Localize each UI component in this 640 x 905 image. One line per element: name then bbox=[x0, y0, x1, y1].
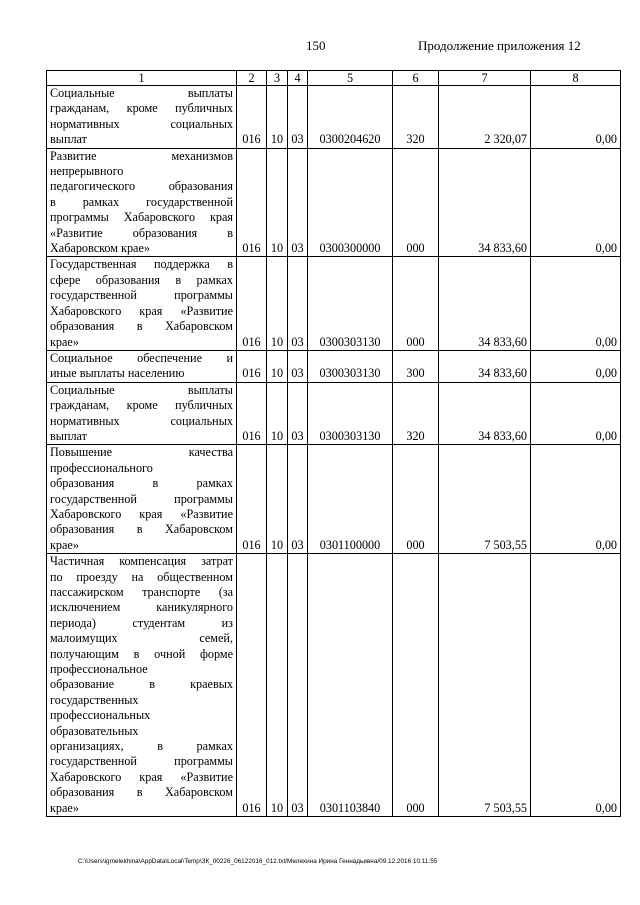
section-cell: 10 bbox=[267, 445, 288, 554]
row-name-line: государственной программы bbox=[50, 288, 233, 303]
code-cell: 016 bbox=[237, 257, 267, 350]
code-cell: 016 bbox=[237, 445, 267, 554]
target-article-cell: 0300204620 bbox=[308, 86, 393, 149]
subsection-cell: 03 bbox=[288, 350, 308, 382]
row-name-line: профессиональных bbox=[50, 708, 151, 723]
row-name-line: государственных bbox=[50, 692, 139, 707]
row-name-line: выплат bbox=[50, 428, 87, 443]
row-name-line: малоимущих семей, bbox=[50, 631, 233, 646]
row-name-line: Государственная поддержка в bbox=[50, 257, 233, 272]
row-name-line: государственной программы bbox=[50, 754, 233, 769]
amount-cell: 0,00 bbox=[531, 148, 621, 257]
section-cell: 10 bbox=[267, 554, 288, 817]
page-number: 150 bbox=[306, 38, 326, 53]
header-row bbox=[47, 71, 621, 86]
row-name-line: Хабаровского края «Развитие bbox=[50, 769, 233, 784]
row-name bbox=[47, 257, 237, 350]
row-name-line: Социальные выплаты bbox=[50, 382, 233, 397]
target-article-cell: 0300303130 bbox=[308, 350, 393, 382]
table-row bbox=[47, 86, 621, 149]
amount-cell: 7 503,55 bbox=[439, 445, 531, 554]
row-name bbox=[47, 350, 237, 382]
target-article-cell: 0300303130 bbox=[308, 257, 393, 350]
subsection-cell: 03 bbox=[288, 554, 308, 817]
section-cell: 10 bbox=[267, 257, 288, 350]
row-name-line: Хабаровского края «Развитие bbox=[50, 303, 233, 318]
expense-type-cell: 300 bbox=[393, 350, 439, 382]
amount-cell: 34 833,60 bbox=[439, 350, 531, 382]
row-name-line: непрерывного bbox=[50, 164, 124, 179]
row-name-line: периода) студентам из bbox=[50, 615, 233, 630]
section-cell: 10 bbox=[267, 86, 288, 149]
row-name-line: образования в Хабаровском bbox=[50, 522, 233, 537]
continuation-title: Продолжение приложения 12 bbox=[418, 38, 581, 53]
subsection-cell: 03 bbox=[288, 148, 308, 257]
row-name-line: крае» bbox=[50, 800, 79, 815]
row-name-line: Социальное обеспечение и bbox=[50, 350, 233, 365]
code-cell: 016 bbox=[237, 350, 267, 382]
subsection-cell: 03 bbox=[288, 445, 308, 554]
target-article-cell: 0300303130 bbox=[308, 382, 393, 445]
row-name-line: образования в рамках bbox=[50, 476, 233, 491]
table-row bbox=[47, 257, 621, 350]
expense-type-cell: 000 bbox=[393, 554, 439, 817]
row-name-line: педагогического образования bbox=[50, 179, 233, 194]
table-row bbox=[47, 554, 621, 817]
row-name bbox=[47, 86, 237, 149]
row-name bbox=[47, 382, 237, 445]
row-name-line: нормативных социальных bbox=[50, 116, 233, 131]
section-cell: 10 bbox=[267, 350, 288, 382]
row-name-line: в рамках государственной bbox=[50, 194, 233, 209]
column-header: 8 bbox=[531, 71, 621, 86]
row-name-line: организациях, в рамках bbox=[50, 739, 233, 754]
amount-cell: 34 833,60 bbox=[439, 257, 531, 350]
code-cell: 016 bbox=[237, 86, 267, 149]
row-name-line: Социальные выплаты bbox=[50, 86, 233, 100]
row-name-line: Хабаровском крае» bbox=[50, 241, 150, 256]
row-name-line: Хабаровского края «Развитие bbox=[50, 506, 233, 521]
row-name-line: сфере образования в рамках bbox=[50, 272, 233, 287]
row-name-line: Частичная компенсация затрат bbox=[50, 554, 233, 569]
table-row bbox=[47, 445, 621, 554]
code-cell: 016 bbox=[237, 382, 267, 445]
row-name-line: иные выплаты населению bbox=[50, 366, 185, 381]
row-name bbox=[47, 445, 237, 554]
expense-type-cell: 000 bbox=[393, 148, 439, 257]
table-row bbox=[47, 148, 621, 257]
target-article-cell: 0300300000 bbox=[308, 148, 393, 257]
column-header: 3 bbox=[267, 71, 288, 86]
row-name-line: профессиональное bbox=[50, 662, 148, 677]
column-header: 1 bbox=[47, 71, 237, 86]
budget-table bbox=[46, 70, 621, 817]
target-article-cell: 0301103840 bbox=[308, 554, 393, 817]
amount-cell: 2 320,07 bbox=[439, 86, 531, 149]
expense-type-cell: 320 bbox=[393, 382, 439, 445]
row-name-line: программы Хабаровского края bbox=[50, 210, 233, 225]
expense-type-cell: 320 bbox=[393, 86, 439, 149]
code-cell: 016 bbox=[237, 148, 267, 257]
row-name-line: выплат bbox=[50, 132, 87, 147]
row-name-line: крае» bbox=[50, 537, 79, 552]
row-name-line: крае» bbox=[50, 334, 79, 349]
subsection-cell: 03 bbox=[288, 382, 308, 445]
amount-cell: 34 833,60 bbox=[439, 382, 531, 445]
row-name-line: гражданам, кроме публичных bbox=[50, 101, 233, 116]
code-cell: 016 bbox=[237, 554, 267, 817]
column-header: 5 bbox=[308, 71, 393, 86]
row-name-line: пассажирском транспорте (за bbox=[50, 585, 233, 599]
expense-type-cell: 000 bbox=[393, 445, 439, 554]
footer-path: C:\Users\igmelekhina\AppData\Local\Temp\ЗК_00226_06122016_012.txt/Мелехина Ирина Геннадьевна/09.12.2016 10:11:55 bbox=[78, 858, 438, 865]
section-cell: 10 bbox=[267, 148, 288, 257]
column-header: 2 bbox=[237, 71, 267, 86]
row-name-line: Развитие механизмов bbox=[50, 148, 233, 163]
row-name-line: исключением каникулярного bbox=[50, 600, 233, 615]
row-name-line: нормативных социальных bbox=[50, 413, 233, 428]
row-name-line: образовательных bbox=[50, 723, 139, 738]
column-header: 4 bbox=[288, 71, 308, 86]
column-header: 7 bbox=[439, 71, 531, 86]
table-row bbox=[47, 382, 621, 445]
table-row bbox=[47, 350, 621, 382]
target-article-cell: 0301100000 bbox=[308, 445, 393, 554]
row-name bbox=[47, 148, 237, 257]
amount-cell: 0,00 bbox=[531, 445, 621, 554]
section-cell: 10 bbox=[267, 382, 288, 445]
amount-cell: 7 503,55 bbox=[439, 554, 531, 817]
row-name-line: профессионального bbox=[50, 460, 153, 475]
row-name bbox=[47, 554, 237, 817]
amount-cell: 0,00 bbox=[531, 257, 621, 350]
row-name-line: получающим в очной форме bbox=[50, 646, 233, 661]
amount-cell: 34 833,60 bbox=[439, 148, 531, 257]
amount-cell: 0,00 bbox=[531, 86, 621, 149]
row-name-line: образования в Хабаровском bbox=[50, 319, 233, 334]
column-header: 6 bbox=[393, 71, 439, 86]
row-name-line: гражданам, кроме публичных bbox=[50, 398, 233, 413]
row-name-line: образования в Хабаровском bbox=[50, 785, 233, 800]
amount-cell: 0,00 bbox=[531, 350, 621, 382]
row-name-line: образование в краевых bbox=[50, 677, 233, 692]
row-name-line: государственной программы bbox=[50, 491, 233, 506]
amount-cell: 0,00 bbox=[531, 382, 621, 445]
row-name-line: по проезду на общественном bbox=[50, 569, 233, 584]
subsection-cell: 03 bbox=[288, 257, 308, 350]
row-name-line: «Развитие образования в bbox=[50, 225, 233, 240]
amount-cell: 0,00 bbox=[531, 554, 621, 817]
subsection-cell: 03 bbox=[288, 86, 308, 149]
row-name-line: Повышение качества bbox=[50, 445, 233, 460]
expense-type-cell: 000 bbox=[393, 257, 439, 350]
